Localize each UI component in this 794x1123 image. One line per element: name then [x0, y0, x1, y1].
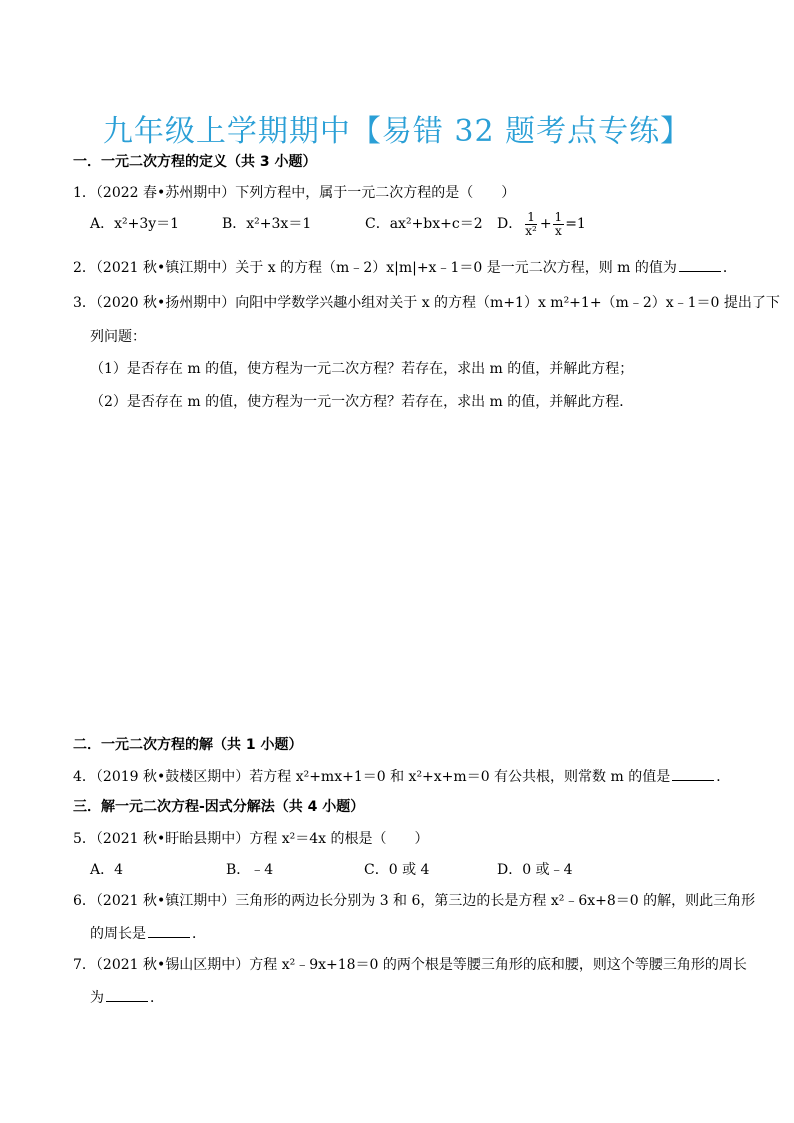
q5-option-b: B．﹣4	[226, 862, 274, 878]
question-1: 1．（2022 春•苏州期中）下列方程中，属于一元二次方程的是（ ）	[73, 185, 516, 201]
answer-blank[interactable]	[106, 987, 148, 1002]
question-5: 5．（2021 秋•盱眙县期中）方程 x²＝4x 的根是（ ）	[73, 831, 429, 847]
fraction-denominator: x	[554, 223, 562, 238]
section-heading-1: 一．一元二次方程的定义（共 3 小题）	[73, 154, 317, 170]
question-3-part-1: （1）是否存在 m 的值，使方程为一元二次方程？若存在，求出 m 的值，并解此方程；	[90, 361, 634, 377]
q1-option-a: A．x²+3y＝1	[90, 216, 180, 232]
q1-option-d	[497, 209, 586, 239]
q5-option-a: A．4	[90, 862, 124, 878]
answer-blank[interactable]	[148, 923, 190, 938]
section-heading-3: 三．解一元二次方程-因式分解法（共 4 小题）	[73, 799, 365, 815]
q1-option-d-label: D．	[497, 216, 523, 232]
question-7-end: ．	[150, 990, 164, 1006]
question-3-line-1: 3．（2020 秋•扬州期中）向阳中学数学兴趣小组对关于 x 的方程（m+1）x m²+1+（m﹣2）x﹣1＝0 提出了下	[73, 295, 780, 311]
question-3-line-2: 列问题：	[90, 329, 146, 345]
fraction-1-over-x	[553, 211, 565, 238]
question-4	[73, 766, 730, 787]
question-6-end: ．	[192, 926, 206, 942]
question-2-text: 2．（2021 秋•镇江期中）关于 x 的方程（m﹣2）x|m|+x﹣1＝0 是一元二次方程，则 m 的值为	[73, 260, 677, 276]
question-6-line-2-text: 的周长是	[90, 926, 146, 942]
question-7-line-2	[90, 987, 164, 1008]
fraction-numerator: 1	[527, 209, 535, 224]
question-2-end: ．	[722, 260, 737, 276]
q5-option-c: C．0 或 4	[364, 862, 430, 878]
question-7-line-1: 7．（2021 秋•锡山区期中）方程 x²﹣9x+18＝0 的两个根是等腰三角形的底和腰，则这个等腰三角形的周长	[73, 957, 747, 973]
fraction-1-over-x-squared	[523, 211, 539, 238]
page-title: 九年级上学期期中【易错 32 题考点专练】	[102, 114, 692, 149]
fraction-denominator: x²	[525, 223, 537, 238]
q5-option-d: D．0 或﹣4	[497, 862, 573, 878]
question-4-text: 4．（2019 秋•鼓楼区期中）若方程 x²+mx+1＝0 和 x²+x+m＝0 有公共根，则常数 m 的值是	[73, 769, 671, 785]
q1-option-c: C．ax²+bx+c＝2	[365, 216, 483, 232]
question-2	[73, 257, 737, 278]
fraction-numerator: 1	[554, 209, 563, 224]
question-4-end: ．	[716, 769, 731, 785]
question-6-line-1: 6．（2021 秋•镇江期中）三角形的两边长分别为 3 和 6，第三边的长是方程 x²﹣6x+8＝0 的解，则此三角形	[73, 893, 756, 909]
q1-option-b: B．x²+3x＝1	[222, 216, 312, 232]
question-6-line-2	[90, 923, 206, 944]
question-3-part-2: （2）是否存在 m 的值，使方程为一元一次方程？若存在，求出 m 的值，并解此方程．	[90, 394, 634, 410]
answer-blank[interactable]	[679, 257, 721, 272]
answer-blank[interactable]	[672, 766, 714, 781]
equals-one: =1	[565, 216, 586, 232]
plus-sign: +	[539, 216, 552, 232]
question-7-line-2-text: 为	[90, 990, 104, 1006]
section-heading-2: 二．一元二次方程的解（共 1 小题）	[73, 737, 303, 753]
